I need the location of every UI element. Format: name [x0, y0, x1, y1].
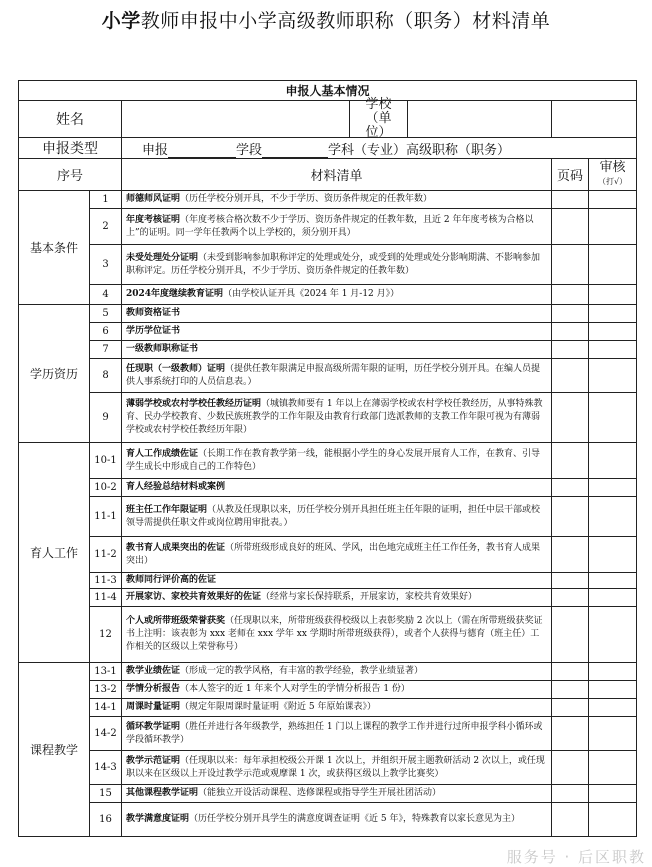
page-number-cell[interactable]	[552, 751, 589, 785]
audit-check-cell[interactable]	[589, 359, 637, 393]
material-detail: （长期工作在教育教学第一线，能根据小学生的身心发展开展育人工作，在教育、引导学生成长中形成自己的工作特色）	[126, 448, 541, 472]
material-item	[122, 573, 552, 589]
material-detail: （提供任教年限满足申报高级所需年限的证明，历任学校分别开具。在编人员提供人事系统打印的人员信息表。）	[126, 363, 541, 387]
row-number: 9	[90, 393, 122, 443]
table-row	[19, 751, 637, 785]
page-number-cell[interactable]	[552, 699, 589, 717]
category-label: 学历资历	[19, 305, 90, 443]
page-number-cell[interactable]	[552, 341, 589, 359]
material-detail: （规定年限周课时量证明《附近 5 年原始课表》）	[180, 702, 376, 712]
page-number-cell[interactable]	[552, 785, 589, 803]
row-number: 13-2	[90, 681, 122, 699]
category-label: 课程教学	[19, 663, 90, 837]
page-number-cell[interactable]	[552, 803, 589, 837]
material-detail: （任现职以来，所带班级获得校级以上表彰奖励 2 次以上（需在所带班级获奖证书上注明：该表彰为 xxx 老师在 xxx 学年 xx 学期时所带班级获得），或者个人获得与德育（班主任）工作相关的区级以上荣誉称号）	[126, 616, 543, 652]
table-row	[19, 479, 637, 497]
material-detail: （本人签字的近 1 年来个人对学生的学情分析报告 1 份）	[180, 684, 410, 694]
category-label: 育人工作	[19, 443, 90, 663]
row-number: 7	[90, 341, 122, 359]
material-detail: （胜任并进行各年级教学，熟练担任 1 门以上课程的教学工作并进行过所申报学科小循环或学段循环教学）	[126, 721, 543, 745]
material-detail: （经常与家长保持联系，开展家访，家校共育效果好）	[261, 592, 478, 602]
material-title: 一级教师职称证书	[126, 344, 199, 354]
page-number-cell[interactable]	[552, 537, 589, 573]
audit-check-cell[interactable]	[589, 607, 637, 663]
page-number-cell[interactable]	[552, 209, 589, 245]
table-row	[19, 285, 637, 305]
audit-check-cell[interactable]	[589, 393, 637, 443]
material-detail: （由学校认证开具《2024 年 1 月-12 月》）	[223, 289, 400, 299]
row-number: 1	[90, 191, 122, 209]
material-item	[122, 359, 552, 393]
page-number-cell[interactable]	[552, 443, 589, 479]
material-title: 班主任工作年限证明	[126, 504, 208, 515]
audit-check-cell[interactable]	[589, 341, 637, 359]
row-number: 3	[90, 245, 122, 285]
audit-check-cell[interactable]	[589, 589, 637, 607]
table-row	[19, 785, 637, 803]
audit-check-cell[interactable]	[589, 751, 637, 785]
page-number-cell[interactable]	[552, 589, 589, 607]
material-title: 育人经验总结材料或案例	[126, 482, 226, 492]
material-title: 周课时量证明	[126, 702, 181, 712]
row-number: 14-3	[90, 751, 122, 785]
audit-label: 审核	[599, 159, 626, 175]
audit-check-cell[interactable]	[589, 191, 637, 209]
row-number: 6	[90, 323, 122, 341]
material-title: 学历学位证书	[126, 326, 181, 336]
row-number: 13-1	[90, 663, 122, 681]
material-title: 育人工作成绩佐证	[126, 448, 199, 459]
apply-line[interactable]	[122, 138, 637, 159]
material-title: 教师同行评价高的佐证	[126, 575, 217, 585]
material-item	[122, 443, 552, 479]
name-value[interactable]	[122, 101, 350, 137]
school-label: 学校（单位）	[350, 101, 408, 137]
material-detail: （城镇教师要有 1 年以上在薄弱学校或农村学校任教经历，从事特殊教育、民办学校教育、少数民族班教学的工作年限及由教育行政部门选派教师的支教工作年限可视为有薄弱学校或农村学校任教经历年限）	[126, 399, 543, 435]
table-row	[19, 803, 637, 837]
material-item	[122, 717, 552, 751]
material-item	[122, 681, 552, 699]
page-number-cell[interactable]	[552, 245, 589, 285]
row-number: 15	[90, 785, 122, 803]
material-detail: （年度考核合格次数不少于学历、资历条件规定的任教年数，且近 2 年年度考核为合格以上”的证明。同一学年任教两个以上学校的，须分别开具）	[126, 214, 534, 238]
audit-check-cell[interactable]	[589, 245, 637, 285]
material-item	[122, 663, 552, 681]
category-label: 基本条件	[19, 191, 90, 305]
material-item	[122, 209, 552, 245]
table-row	[19, 717, 637, 751]
material-detail: （历任学校分别开具，不少于学历、资历条件规定的任教年数）	[180, 194, 433, 204]
page-number-cell[interactable]	[552, 393, 589, 443]
material-item	[122, 497, 552, 537]
material-title: 学情分析报告	[126, 684, 181, 694]
material-title: 师德师风证明	[126, 194, 181, 204]
page-number-cell[interactable]	[552, 479, 589, 497]
audit-check-cell[interactable]	[589, 717, 637, 751]
row-number: 12	[90, 607, 122, 663]
watermark: 服务号 · 后区职教	[506, 848, 646, 866]
materials-table	[18, 80, 637, 837]
audit-check-cell[interactable]	[589, 285, 637, 305]
material-title: 其他课程教学证明	[126, 788, 199, 798]
material-title: 开展家访、家校共育效果好的佐证	[126, 592, 262, 602]
material-item	[122, 537, 552, 573]
table-row	[19, 245, 637, 285]
row-number: 14-1	[90, 699, 122, 717]
table-row	[19, 191, 637, 209]
materials-header: 材料清单	[122, 159, 552, 191]
apply-stage: 学段	[236, 142, 263, 158]
page-number-cell[interactable]	[552, 285, 589, 305]
material-item	[122, 699, 552, 717]
material-item	[122, 341, 552, 359]
material-title: 教学满意度证明	[126, 814, 190, 824]
material-item	[122, 785, 552, 803]
row-number: 11-4	[90, 589, 122, 607]
title-bold-part: 小学	[101, 10, 141, 32]
row-number: 10-1	[90, 443, 122, 479]
row-number: 8	[90, 359, 122, 393]
page-number-cell[interactable]	[552, 191, 589, 209]
table-row	[19, 663, 637, 681]
audit-check-cell[interactable]	[589, 323, 637, 341]
row-number: 11-1	[90, 497, 122, 537]
material-item	[122, 245, 552, 285]
table-row	[19, 537, 637, 573]
material-item	[122, 191, 552, 209]
section-header: 申报人基本情况	[19, 81, 637, 101]
page-number-cell[interactable]	[552, 681, 589, 699]
material-detail: （形成一定的教学风格，有丰富的教学经验，教学业绩显著）	[180, 666, 424, 676]
audit-check-cell[interactable]	[589, 305, 637, 323]
row-number: 14-2	[90, 717, 122, 751]
table-row	[19, 607, 637, 663]
row-number: 10-2	[90, 479, 122, 497]
material-title: 未受处理处分证明	[126, 252, 199, 263]
table-row	[19, 589, 637, 607]
row-number: 11-3	[90, 573, 122, 589]
audit-check-cell[interactable]	[589, 479, 637, 497]
audit-check-cell[interactable]	[589, 663, 637, 681]
audit-check-cell[interactable]	[589, 443, 637, 479]
material-title: 教学示范证明	[126, 755, 181, 766]
material-item	[122, 589, 552, 607]
material-detail: （未受到影响参加职称评定的处理或处分，或受到的处理或处分影响期满、不影响参加职称评定。历任学校分别开具，不少于学历、资历条件规定的任教年数）	[126, 252, 541, 276]
audit-check-cell[interactable]	[589, 785, 637, 803]
table-row	[19, 341, 637, 359]
title-rest-part: 教师申报中小学高级教师职称（职务）材料清单	[140, 10, 551, 32]
material-title: 个人或所带班级荣誉获奖	[126, 616, 226, 626]
material-title: 教学业绩佐证	[126, 666, 181, 676]
material-item	[122, 323, 552, 341]
table-row	[19, 209, 637, 245]
table-row	[19, 359, 637, 393]
school-field[interactable]	[408, 101, 551, 137]
material-item	[122, 607, 552, 663]
page-number-cell[interactable]	[552, 607, 589, 663]
material-item	[122, 803, 552, 837]
page-number-cell[interactable]	[552, 497, 589, 537]
row-number: 2	[90, 209, 122, 245]
material-detail: （任现职以来：每年承担校级公开课 1 次以上，并组织开展主题教研活动 2 次以上，或任现职以来在区级以上开设过教学示范或观摩课 1 次，或获得区级以上教学比赛奖）	[126, 755, 545, 779]
material-title: 教书育人成果突出的佐证	[126, 542, 226, 553]
audit-check-cell[interactable]	[589, 803, 637, 837]
table-row	[19, 573, 637, 589]
material-detail: （所带班级形成良好的班风、学风，出色地完成班主任工作任务，教书育人成果突出）	[126, 542, 541, 566]
audit-check-cell[interactable]	[589, 681, 637, 699]
audit-check-cell[interactable]	[589, 537, 637, 573]
audit-check-cell[interactable]	[589, 573, 637, 589]
apply-blank-1[interactable]	[168, 144, 236, 158]
name-label: 姓名	[19, 101, 122, 138]
material-title: 年度考核证明	[126, 214, 181, 225]
audit-header	[589, 159, 637, 191]
apply-prefix: 申报	[142, 142, 169, 158]
table-row	[19, 699, 637, 717]
audit-sublabel: （打√）	[597, 176, 628, 186]
seq-header: 序号	[19, 159, 122, 191]
material-title: 2024年度继续教育证明	[126, 289, 224, 299]
page-title	[0, 6, 652, 33]
row-number: 16	[90, 803, 122, 837]
page-number-cell[interactable]	[552, 663, 589, 681]
audit-check-cell[interactable]	[589, 209, 637, 245]
material-item	[122, 479, 552, 497]
material-title: 薄弱学校或农村学校任教经历证明	[126, 399, 262, 409]
page-header: 页码	[552, 159, 589, 191]
page-number-cell[interactable]	[552, 359, 589, 393]
material-item	[122, 393, 552, 443]
page-number-cell[interactable]	[552, 305, 589, 323]
material-title: 循环教学证明	[126, 721, 181, 732]
apply-subject: 学科（专业）高级职称（职务）	[328, 142, 511, 158]
table-row	[19, 443, 637, 479]
material-item	[122, 305, 552, 323]
row-number: 11-2	[90, 537, 122, 573]
material-item	[122, 751, 552, 785]
row-number: 5	[90, 305, 122, 323]
audit-check-cell[interactable]	[589, 497, 637, 537]
page-number-cell[interactable]	[552, 323, 589, 341]
material-title: 任现职（一级教师）证明	[126, 363, 226, 374]
table-row	[19, 497, 637, 537]
apply-blank-2[interactable]	[262, 144, 328, 158]
table-row	[19, 681, 637, 699]
type-label: 申报类型	[19, 138, 122, 159]
material-detail: （从教及任现职以来，历任学校分别开具担任班主任年限的证明，担任中层干部或校领导需提供任职文件或岗位聘用审批表。）	[126, 504, 541, 528]
material-detail: （能独立开设活动课程、选修课程或指导学生开展社团活动）	[198, 788, 442, 798]
table-row	[19, 323, 637, 341]
row-number: 4	[90, 285, 122, 305]
audit-check-cell[interactable]	[589, 699, 637, 717]
name-field[interactable]	[122, 97, 552, 140]
table-row	[19, 305, 637, 323]
material-detail: （历任学校分别开具学生的满意度调查证明《近 5 年》，特殊教育以家长意见为主）	[189, 814, 520, 824]
page-number-cell[interactable]	[552, 717, 589, 751]
school-field-extra[interactable]	[552, 101, 637, 138]
table-row	[19, 393, 637, 443]
page-number-cell[interactable]	[552, 573, 589, 589]
material-title: 教师资格证书	[126, 308, 181, 318]
material-item	[122, 285, 552, 305]
